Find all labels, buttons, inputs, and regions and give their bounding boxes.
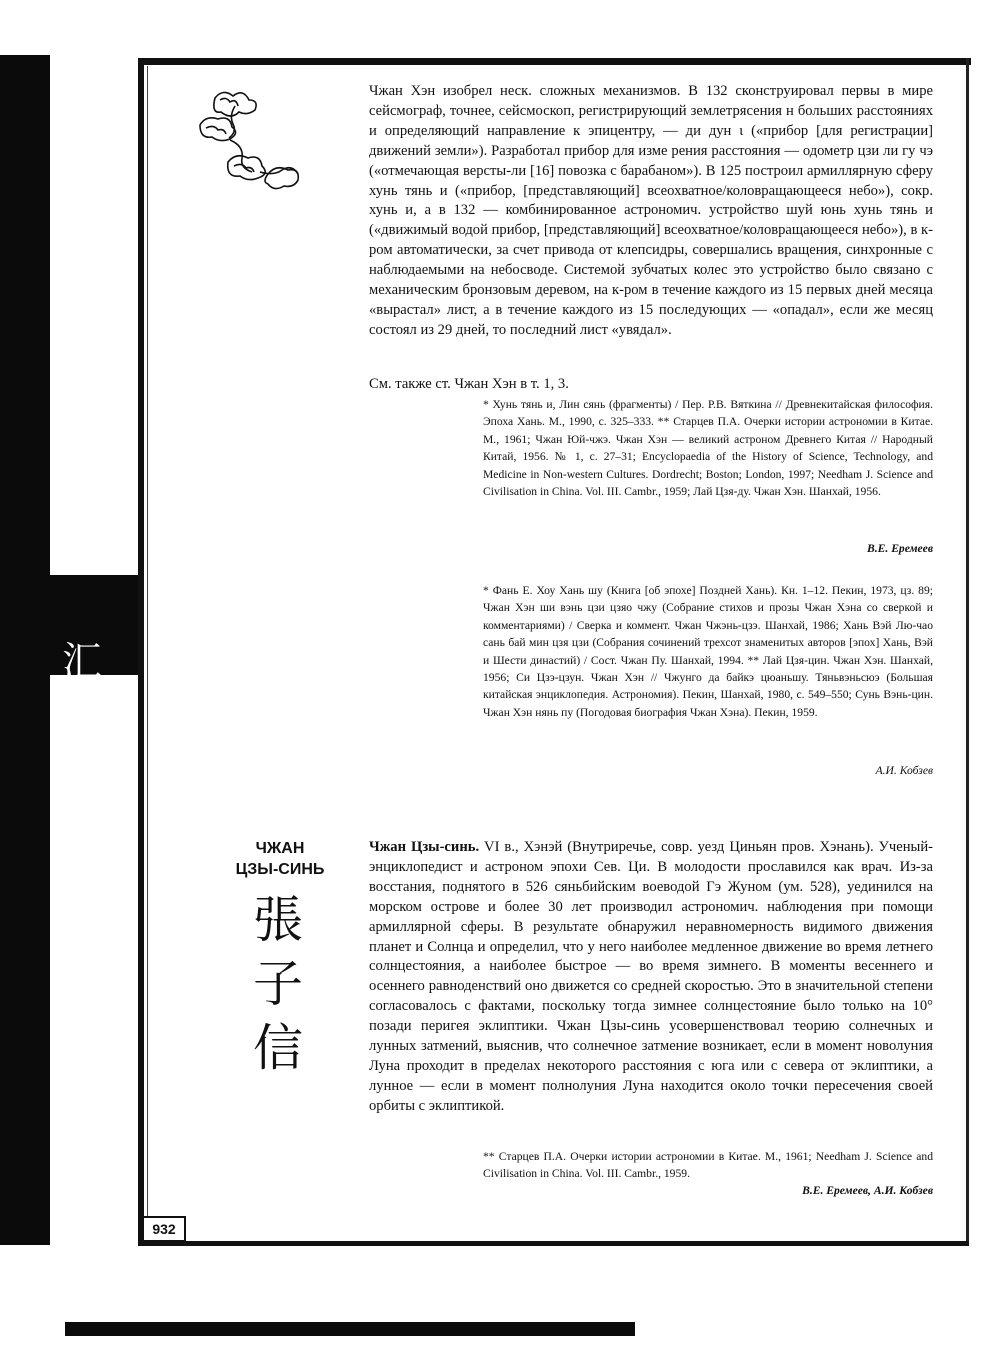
scan-edge-left (0, 55, 50, 1245)
frame-inner-rule (147, 66, 148, 1216)
frame-left-rule (138, 58, 144, 1246)
frame-right-rule (966, 58, 969, 1246)
author-signature: В.Е. Еремеев, А.И. Кобзев (802, 1184, 933, 1197)
scan-edge-bottom (65, 1322, 635, 1336)
entry-heading-line: ЦЗЫ-СИНЬ (235, 861, 325, 878)
entry-heading (200, 838, 360, 880)
page-number: 932 (142, 1216, 186, 1242)
hanzi-char: 子 (253, 955, 303, 1013)
hanzi-char: 信 (253, 1019, 303, 1077)
bibliography-block: * Фань Е. Хоу Хань шу (Книга [об эпохе] Поздней Хань). Кн. 1–12. Пекин, 1973, цз. 89; Чжан Хэн ши вэнь цзи цзяо чжу (Собрание стихов и прозы Чжан Хэна со сверкой и комментариями) / Сверка и коммент. Чжан Чжэнь-цзэ. Шанхай, 1986; Хань Вэй Лю-чао сань бай мин цзя цзи (Собрания сочинений трехсот знаменитых авторов [эпох] Хань, Вэй и Шести династий) / Сост. Чжан Пу. Шанхай, 1994. ** Лай Цзя-цин. Чжан Хэн. Шанхай, 1956; Си Цзэ-цзун. Чжан Хэн // Чжунго да байкэ цюаньшу. Тяньвэньсюэ (Большая китайская энциклопедия. Астрономия). Пекин, Шанхай, 1980, с. 549–550; Сунь Вэнь-цин. Чжан Хэн нянь пу (Погодовая биография Чжан Хэна). Пекин, 1959. (483, 584, 933, 719)
entry-heading-hanzi (248, 888, 308, 1080)
author-signature: А.И. Кобзев (875, 764, 933, 777)
bibliography-block: * Хунь тянь и, Лин сянь (фрагменты) / Пер. Р.В. Вяткина // Древнекитайская философия. Эпоха Хань. М., 1990, с. 325–333. ** Старцев П.А. Очерки истории астрономии в Китае. М., 1961; Чжан Юй-чжэ. Чжан Хэн — великий астроном Древнего Китая // Народный Китай, 1956. № 1, с. 27–31; Encyclopaedia of the History of Science, Technology, and Medicine in Non-western Cultures. Dordrecht; Boston; London, 1997; Needham J. Science and Civilisation in China. Vol. III. Cambr., 1959; Лай Цзя-ду. Чжан Хэн. Шанхай, 1956. (483, 398, 933, 499)
frame-top-rule (138, 58, 971, 65)
entry-body-text (369, 838, 933, 1117)
frame-bottom-rule (138, 1241, 969, 1246)
entry-lead-term: Чжан Цзы-синь. (369, 839, 480, 855)
hanzi-char: 張 (253, 891, 303, 949)
see-also-reference: См. также ст. Чжан Хэн в т. 1, 3. (369, 376, 569, 392)
entry-body-content: VI в., Хэнэй (Внутриречье, совр. уезд Циньян пров. Хэнань). Ученый-энциклопедист и астроном эпохи Сев. Ци. В молодости прославился как врач. Из-за восстания, поднятого в 526 сяньбийским воеводой Гэ Жуном (ум. 528), уединился на морском острове и более 30 лет производил астрономич. наблюдения при помощи армиллярной сферы. В результате обнаружил неравномерность видимого движения планет и Солнца и определил, что у него наиболее медленное движение во время летнего солнцестояния, а наиболее быстрое — во время зимнего. В моменты весеннего и осеннего равноденствий оно движется со средней скоростью. Это в значительной степени согласовалось с фактами, поскольку тогда зимнее солнцестояние было только на 10° позади перигея эклиптики. Чжан Цзы-синь усовершенствовал теорию солнечных и лунных затмений, выяснив, что солнечное затмение возникает, если в момент новолуния Луна проходит в пределах некоторого расстояния с юга или с севера от эклиптики, а лунное — если в момент полнолуния Луна находится около точки пересечения своей орбиты с эклиптикой. (369, 839, 933, 1114)
entry-body-text: Чжан Хэн изобрел неск. сложных механизмов. В 132 сконструировал первы в мире сейсмограф, точнее, сейсмоскоп, регистрирующий землетрясения н больших расстояниях и определяющий направление к эпицентру, — ди дун ι («прибор [для регистрации] движений земли»). Разработал прибор для изме рения расстояния — одометр цзи ли гу чэ («отмечающая версты-ли [16] повозка с барабаном»). В 125 построил армиллярную сферу хунь тянь и («прибор, [представляющий] всеохватное/коловращающееся небо»), сокр. хунь и, а в 132 — комбинированное астрономич. устройство шуй юнь хунь тянь и («движимый водой прибор, [представляющий] всеохватное/коловращающееся небо»), в к-ром автоматически, за счет привода от клепсидры, совершались вращения, синхронные с наблюдаемыми на небосводе. Системой зубчатых колес это устройство было связано с механическим бронзовым деревом, на к-ром в течение каждого из 15 первых дней месяца «вырастал» лист, а в течение каждого из 15 последующих — «опадал», если же месяц состоял из 29 дней, то последний лист «увядал». (369, 83, 933, 338)
cloud-ornament-icon (190, 80, 310, 195)
bibliography-block: ** Старцев П.А. Очерки истории астрономии в Китае. М., 1961; Needham J. Science and Civilisation in China. Vol. III. Cambr., 1959. (483, 1150, 933, 1181)
author-signature: В.Е. Еремеев (867, 542, 933, 555)
side-tab-glyph: 汇 (62, 639, 102, 685)
entry-heading-line: ЧЖАН (255, 840, 305, 857)
